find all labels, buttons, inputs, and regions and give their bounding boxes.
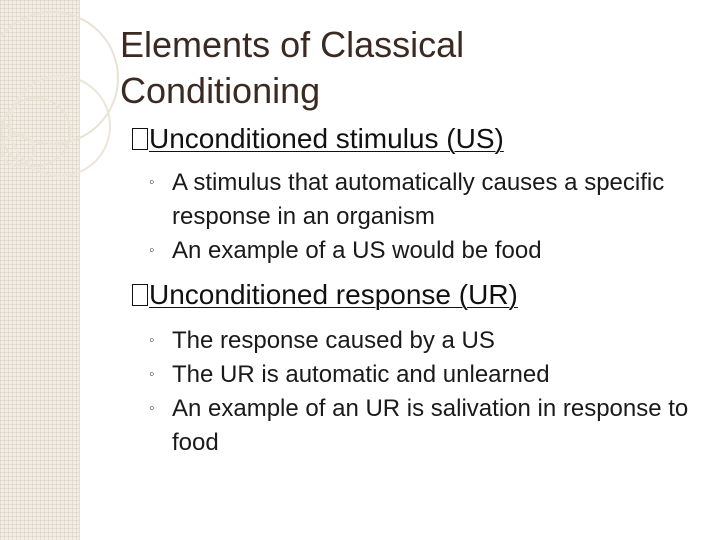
section-unconditioned-response <box>132 276 692 460</box>
hollow-bullet-icon: ◦ <box>149 366 155 383</box>
hollow-bullet-icon: ◦ <box>149 174 155 191</box>
missing-glyph-icon <box>132 128 148 150</box>
sub-bullet-item <box>132 166 692 234</box>
missing-glyph-icon <box>132 284 148 306</box>
sub-bullet-text: The UR is automatic and unlearned <box>172 361 550 388</box>
sub-bullet-text: The response caused by a US <box>172 327 495 354</box>
slide-content <box>132 120 692 460</box>
topic-heading-keyword: Unconditioned <box>149 279 329 310</box>
sub-bullet-text: An example of an UR is salivation in response to food <box>172 395 689 456</box>
slide-title <box>120 22 680 114</box>
sub-bullet-item <box>132 392 692 460</box>
sub-bullet-list <box>132 166 692 268</box>
hollow-bullet-icon: ◦ <box>149 400 155 417</box>
topic-heading-keyword: Unconditioned <box>149 123 329 154</box>
decorative-side-band <box>0 0 80 540</box>
hollow-bullet-icon: ◦ <box>149 332 155 349</box>
hollow-bullet-icon: ◦ <box>149 242 155 259</box>
section-unconditioned-stimulus <box>132 120 692 268</box>
sub-bullet-text: An example of a US would be food <box>172 237 542 264</box>
topic-heading-rest: response (UR) <box>328 279 518 310</box>
sub-bullet-list <box>132 324 692 460</box>
sub-bullet-item <box>132 324 692 358</box>
topic-heading <box>132 120 692 158</box>
sub-bullet-text: A stimulus that automatically causes a specific response in an organism <box>172 169 665 230</box>
slide-title-line-1: Elements of Classical <box>120 24 465 65</box>
topic-heading <box>132 276 692 314</box>
sub-bullet-item <box>132 234 692 268</box>
slide-title-line-2: Conditioning <box>120 70 321 111</box>
sub-bullet-item <box>132 358 692 392</box>
topic-heading-rest: stimulus (US) <box>328 123 504 154</box>
